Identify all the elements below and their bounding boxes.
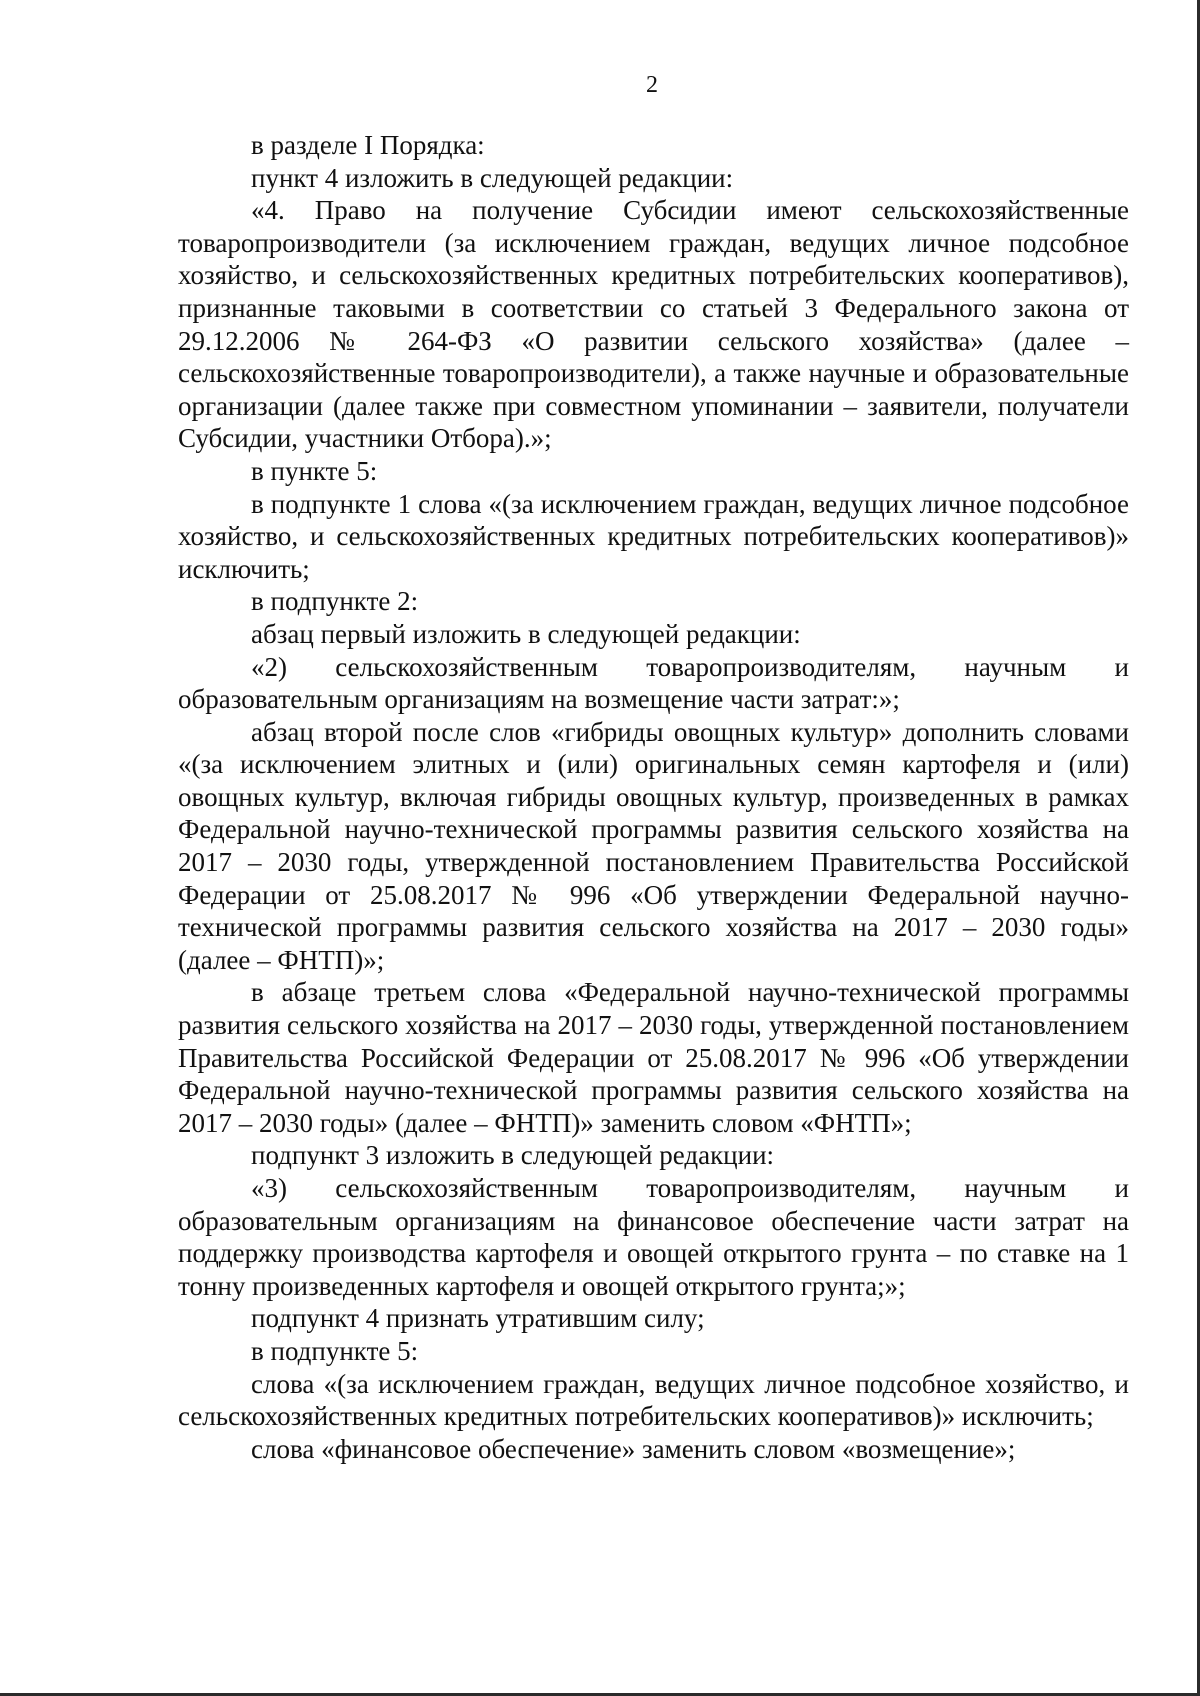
paragraph: подпункт 4 признать утратившим силу; bbox=[251, 1303, 705, 1334]
paragraph: подпункт 3 изложить в следующей редакции: bbox=[251, 1140, 775, 1171]
paragraph: в подпункте 2: bbox=[251, 586, 419, 617]
paragraph: в подпункте 5: bbox=[251, 1335, 419, 1366]
document-body bbox=[178, 129, 1129, 1465]
paragraph: «4. Право на получение Субсидии имеют сельскохозяйственные товаропроизводители (за исключением граждан, ведущих личное подсобное хозяйство, и сельскохозяйственных кредитных потребительских кооперативов), признанные таковыми в соответствии со статьей 3 Федерального закона от 29.12.2006 № 264-ФЗ «О развитии сельского хозяйства» (далее – сельскохозяйственные товаропроизводители), а также научные и образовательные организации (далее также при совместном упоминании – заявители, получатели Субсидии, участники Отбора).»; bbox=[178, 195, 1129, 454]
paragraph: слова «(за исключением граждан, ведущих личное подсобное хозяйство, и сельскохозяйственных кредитных потребительских кооперативов)» исключить; bbox=[178, 1368, 1129, 1432]
paragraph: абзац второй после слов «гибриды овощных культур» дополнить словами «(за исключением элитных и (или) оригинальных семян картофеля и (или) овощных культур, включая гибриды овощных культур, произведенных в рамках Федеральной научно-технической программы развития сельского хозяйства на 2017 – 2030 годы, утвержденной постановлением Правительства Российской Федерации от 25.08.2017 № 996 «Об утверждении Федеральной научно-технической программы развития сельского хозяйства на 2017 – 2030 годы» (далее – ФНТП)»; bbox=[178, 716, 1129, 975]
paragraph: в пункте 5: bbox=[251, 455, 378, 486]
page-number: 2 bbox=[646, 72, 658, 98]
paragraph: «2) сельскохозяйственным товаропроизводителям, научным и образовательным организациям на возмещение части затрат:»; bbox=[178, 651, 1129, 715]
paragraph: пункт 4 изложить в следующей редакции: bbox=[251, 162, 734, 193]
paragraph: абзац первый изложить в следующей редакции: bbox=[251, 618, 801, 649]
paragraph: в подпункте 1 слова «(за исключением граждан, ведущих личное подсобное хозяйство, и сельскохозяйственных кредитных потребительских кооперативов)» исключить; bbox=[178, 488, 1129, 584]
paragraph: «3) сельскохозяйственным товаропроизводителям, научным и образовательным организациям на финансовое обеспечение части затрат на поддержку производства картофеля и овощей открытого грунта – по ставке на 1 тонну произведенных картофеля и овощей открытого грунта;»; bbox=[178, 1173, 1129, 1301]
paragraph: слова «финансовое обеспечение» заменить словом «возмещение»; bbox=[251, 1433, 1016, 1464]
paragraph: в разделе I Порядка: bbox=[251, 130, 485, 160]
paragraph: в абзаце третьем слова «Федеральной научно-технической программы развития сельского хозяйства на 2017 – 2030 годы, утвержденной постановлением Правительства Российской Федерации от 25.08.2017 № 996 «Об утверждении Федеральной научно-технической программы развития сельского хозяйства на 2017 – 2030 годы» (далее – ФНТП)» заменить словом «ФНТП»; bbox=[178, 977, 1129, 1138]
